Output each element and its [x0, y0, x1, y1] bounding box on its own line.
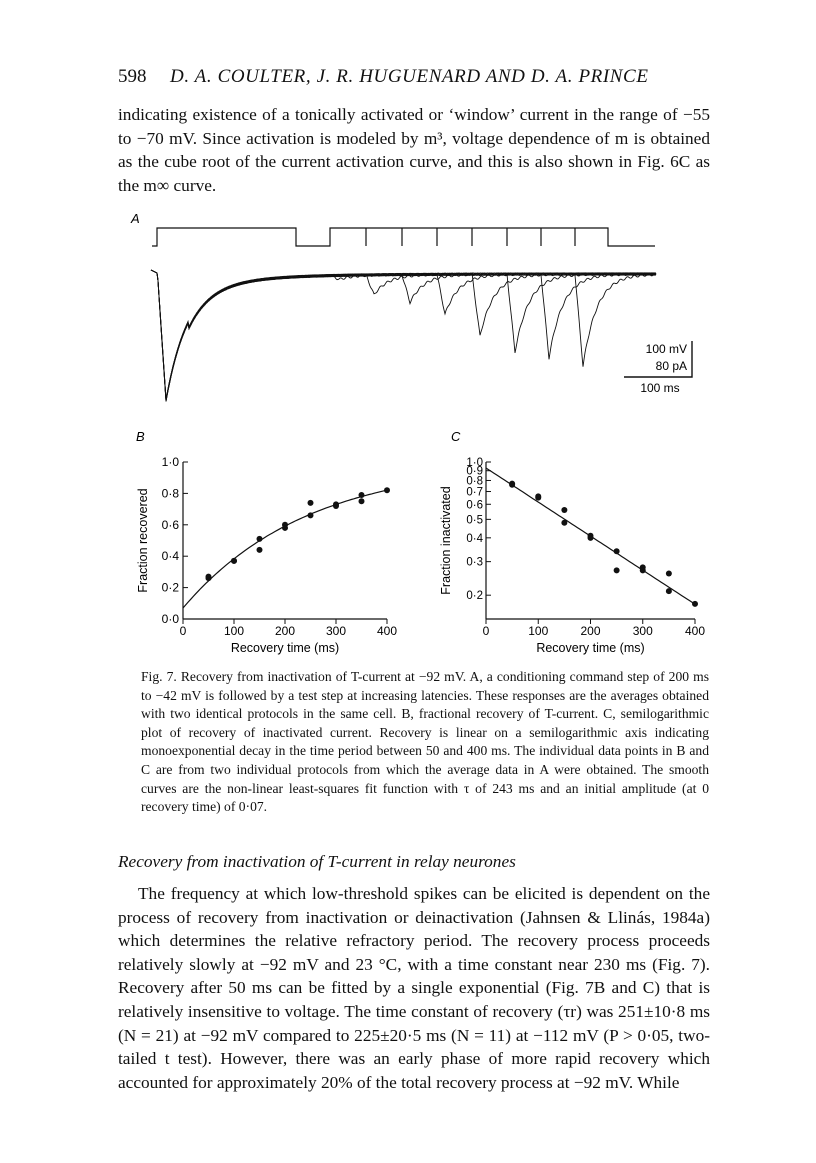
scale-current: 80 pA — [655, 359, 687, 373]
data-point — [282, 525, 288, 531]
data-point — [257, 547, 263, 553]
x-tick-label: 100 — [223, 624, 245, 638]
paragraph-main — [118, 882, 710, 1094]
y-tick-label: 0·7 — [466, 486, 483, 499]
data-point — [666, 570, 672, 576]
data-point — [206, 574, 212, 580]
y-tick-label: 1·0 — [161, 455, 179, 469]
data-point — [614, 567, 620, 573]
data-point — [308, 500, 314, 506]
data-point — [666, 588, 672, 594]
scale-time: 100 ms — [640, 381, 680, 395]
x-tick-label: 0 — [482, 624, 490, 638]
x-tick-label: 300 — [325, 624, 347, 638]
x-tick-label: 200 — [580, 624, 601, 638]
data-point — [614, 548, 620, 554]
x-tick-label: 400 — [376, 624, 398, 638]
data-point — [359, 492, 365, 498]
paragraph-text: indicating existence of a tonically activated or ‘window’ current in the range of −55 to −70 mV. Since activation is modeled by m³, voltage dependence of m is obtained as the cube root of the current activation curve, and this is also shown in Fig. 6C as the m∞ curve. — [118, 105, 710, 195]
y-tick-label: 0·4 — [161, 549, 179, 564]
y-tick-label: 0·6 — [466, 499, 483, 512]
data-point — [359, 498, 365, 504]
y-tick-label: 0·8 — [161, 486, 179, 501]
page-number: 598 — [118, 66, 147, 87]
running-title: D. A. COULTER, J. R. HUGUENARD AND D. A. PRINCE — [170, 66, 649, 87]
data-point — [308, 512, 314, 518]
data-point — [588, 535, 594, 541]
command-protocol-trace — [152, 228, 655, 246]
data-point — [535, 495, 541, 501]
x-tick-label: 0 — [179, 624, 187, 638]
data-point — [640, 567, 646, 573]
y-tick-label: 0·2 — [466, 590, 483, 603]
y-axis-label: Fraction inactivated — [439, 486, 453, 595]
scale-voltage: 100 mV — [645, 342, 687, 356]
y-tick-label: 0·6 — [161, 517, 179, 532]
y-axis-label: Fraction recovered — [136, 488, 150, 593]
y-tick-label: 1·0 — [466, 457, 483, 469]
panel-b-label: B — [136, 429, 145, 444]
y-tick-label: 0·2 — [161, 580, 179, 595]
chart-c — [439, 457, 705, 655]
chart-b — [136, 455, 397, 655]
data-point — [509, 482, 515, 488]
panel-a-label: A — [131, 211, 140, 226]
current-trace — [151, 270, 656, 399]
x-tick-label: 100 — [528, 624, 549, 638]
data-point — [692, 601, 698, 607]
data-point — [384, 487, 390, 493]
y-tick-label: 0·8 — [466, 475, 483, 488]
y-tick-label: 0·4 — [466, 532, 483, 545]
panel-c-label: C — [451, 429, 461, 444]
x-tick-label: 400 — [684, 624, 706, 638]
y-tick-label: 0·9 — [466, 465, 483, 478]
data-point — [561, 507, 567, 513]
section-heading: Recovery from inactivation of T-current in relay neurones — [118, 852, 516, 871]
data-point — [231, 558, 237, 564]
x-axis-label: Recovery time (ms) — [230, 641, 340, 655]
current-traces — [151, 270, 656, 402]
y-tick-label: 0·0 — [161, 612, 179, 626]
data-point — [257, 536, 263, 542]
paragraph-text: The frequency at which low-threshold spikes can be elicited is dependent on the process of recovery from inactivation or deinactivation (Jahnsen & Llinás, 1984a) which determines the relative refractory period. The recovery process proceeds relatively slowly at −92 mV and 23 °C, with a time constant near 230 ms (Fig. 7). Recovery after 50 ms can be fitted by a single exponential (Fig. 7B and C) that is relatively insensitive to voltage. The time constant of recovery (τr) was 251±10·8 ms (N = 21) at −92 mV compared to 225±20·5 ms (N = 11) at −112 mV (P > 0·05, two-tailed t test). However, there was an early phase of more rapid recovery which accounted for approximately 20% of the total recovery process at −92 mV. While — [118, 884, 710, 1092]
data-point — [333, 503, 339, 509]
figure-caption: Fig. 7. Recovery from inactivation of T-current at −92 mV. A, a conditioning command step of 200 ms to −42 mV is followed by a test step at increasing latencies. These responses are the averages obtained with two identical protocols in the same cell. B, fractional recovery of T-current. C, semilogarithmic plot of recovery of inactivated current. Recovery is linear on a semilogarithmic axis indicating monoexponential decay in the time period between 50 and 400 ms. The individual data points in B and C are from two individual protocols from which the average data in A were obtained. The smooth curves are the non-linear least-squares fit function with τ of 243 ms and an initial amplitude (at 0 recovery time) of 0·07. — [141, 669, 709, 815]
x-tick-label: 200 — [274, 624, 296, 638]
y-tick-label: 0·5 — [466, 514, 483, 527]
fit-curve — [183, 490, 387, 608]
data-point — [561, 520, 567, 526]
x-axis-label: Recovery time (ms) — [536, 641, 645, 655]
y-tick-label: 0·3 — [466, 556, 483, 569]
x-tick-label: 300 — [632, 624, 653, 638]
